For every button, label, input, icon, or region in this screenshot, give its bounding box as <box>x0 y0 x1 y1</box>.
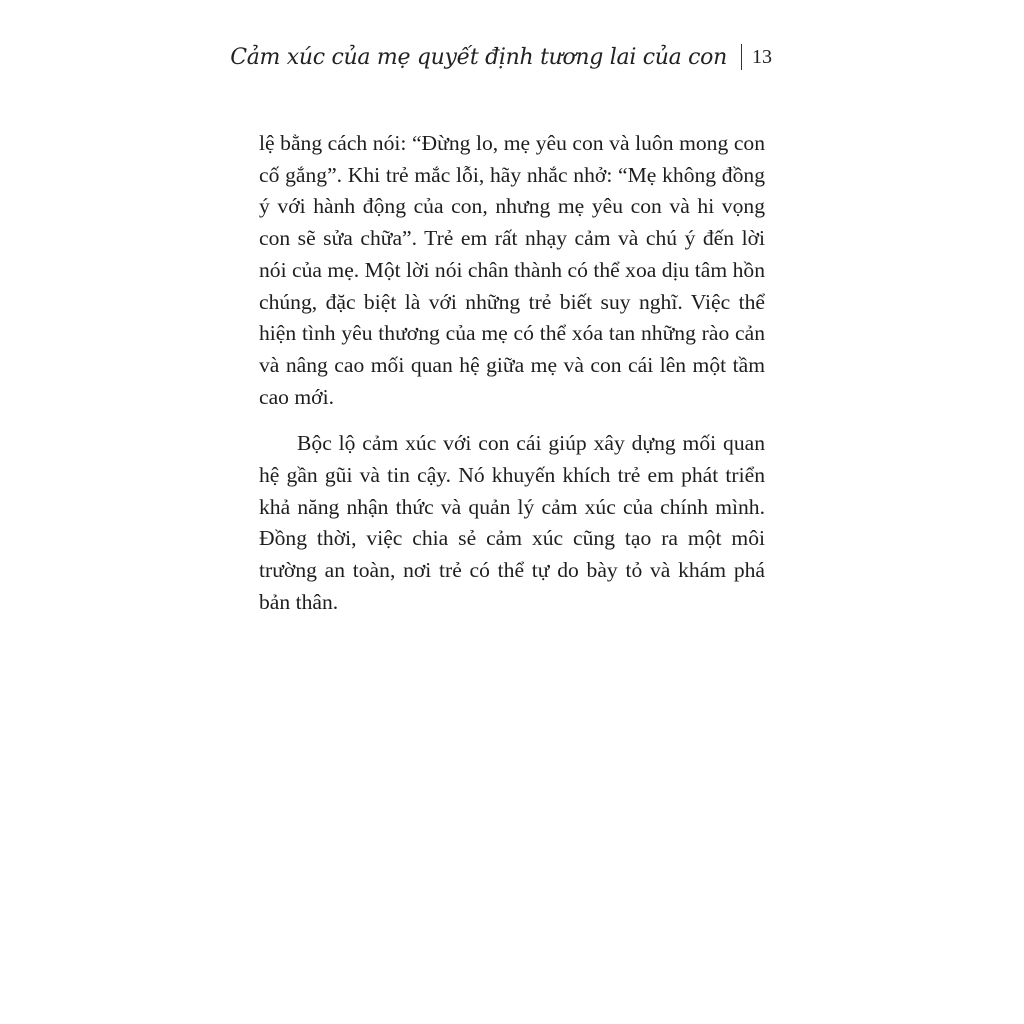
book-title: Cảm xúc của mẹ quyết định tương lai của con <box>230 44 727 70</box>
body-text <box>259 128 765 619</box>
paragraph-1: lệ bằng cách nói: “Đừng lo, mẹ yêu con và luôn mong con cố gắng”. Khi trẻ mắc lỗi, hãy nhắc nhở: “Mẹ không đồng ý với hành động của con, nhưng mẹ yêu con và hi vọng con sẽ sửa chữa”. Trẻ em rất nhạy cảm và chú ý đến lời nói của mẹ. Một lời nói chân thành có thể xoa dịu tâm hồn chúng, đặc biệt là với những trẻ biết suy nghĩ. Việc thể hiện tình yêu thương của mẹ có thể xóa tan những rào cản và nâng cao mối quan hệ giữa mẹ và con cái lên một tầm cao mới. <box>259 131 765 409</box>
running-header <box>230 44 772 70</box>
paragraph-2: Bộc lộ cảm xúc với con cái giúp xây dựng mối quan hệ gần gũi và tin cậy. Nó khuyến khích trẻ em phát triển khả năng nhận thức và quản lý cảm xúc của chính mình. Đồng thời, việc chia sẻ cảm xúc cũng tạo ra một môi trường an toàn, nơi trẻ có thể tự do bày tỏ và khám phá bản thân. <box>259 431 765 614</box>
header-divider <box>741 44 742 70</box>
page-number: 13 <box>752 45 772 68</box>
